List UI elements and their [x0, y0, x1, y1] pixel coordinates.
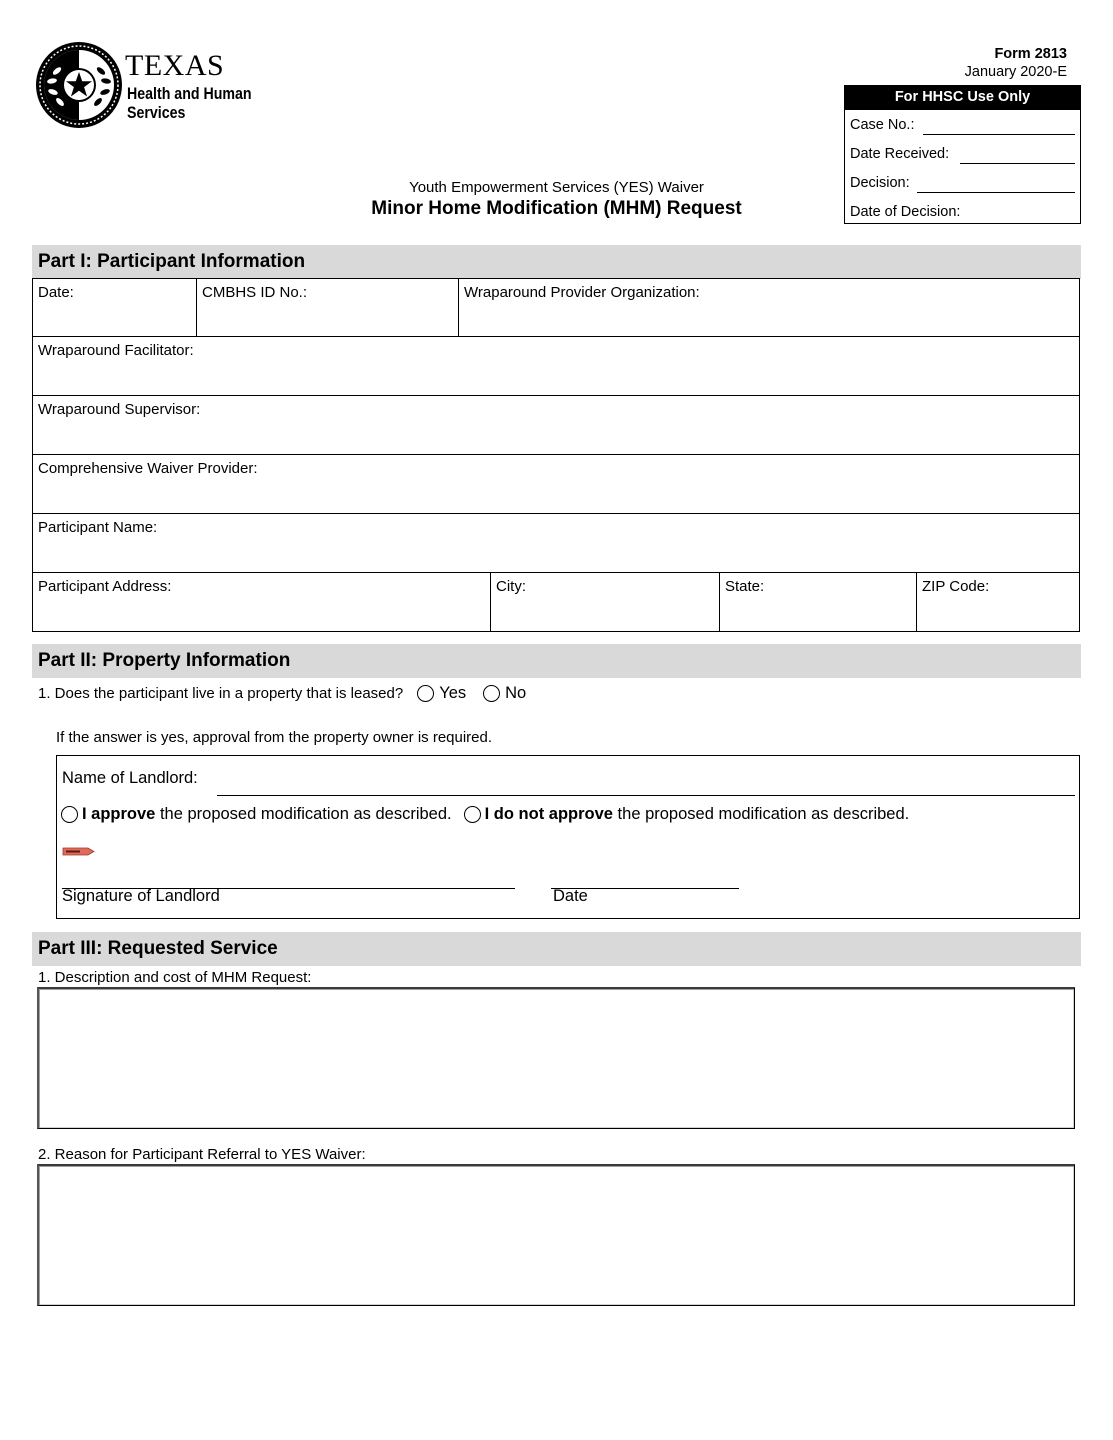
part2-heading: Part II: Property Information	[32, 644, 1081, 678]
state-field[interactable]	[720, 573, 917, 631]
landlord-date-label: Date	[553, 887, 588, 905]
hhsc-date-received-label: Date Received:	[850, 146, 950, 162]
wraparound-supervisor-field[interactable]	[33, 396, 1079, 454]
referral-reason-label: 2. Reason for Participant Referral to YES Waiver:	[38, 1146, 366, 1163]
leased-no-radio[interactable]	[483, 685, 500, 702]
wraparound-facilitator-field[interactable]	[33, 337, 1079, 395]
city-field[interactable]	[491, 573, 720, 631]
leased-yes-radio[interactable]	[417, 685, 434, 702]
not-approve-rest-text: the proposed modification as described.	[612, 805, 910, 823]
landlord-signature-label: Signature of Landlord	[62, 887, 220, 905]
leased-question-label: 1. Does the participant live in a property that is leased?	[38, 685, 404, 702]
logo-line-2: Health and Human	[127, 85, 252, 103]
leased-question	[38, 684, 526, 703]
leased-no-label: No	[505, 684, 527, 702]
wraparound-provider-org-label: Wraparound Provider Organization:	[464, 284, 700, 301]
approve-bold-text: I approve	[82, 805, 156, 823]
hhsc-heading: For HHSC Use Only	[845, 86, 1080, 110]
leased-no-option[interactable]	[483, 684, 526, 703]
not-approve-option[interactable]	[464, 805, 910, 824]
hhsc-case-no	[845, 110, 1080, 139]
form-number: Form 2813	[994, 46, 1067, 62]
wraparound-facilitator-label: Wraparound Facilitator:	[38, 342, 194, 359]
landlord-approval-options	[61, 805, 909, 824]
comprehensive-waiver-provider-field[interactable]	[33, 455, 1079, 513]
form-title: Minor Home Modification (MHM) Request	[371, 198, 742, 219]
hhsc-date-received-field[interactable]	[960, 163, 1075, 164]
not-approve-radio[interactable]	[464, 806, 481, 823]
landlord-name-field[interactable]	[217, 795, 1075, 796]
zip-code-field[interactable]	[917, 573, 1079, 631]
part1-heading: Part I: Participant Information	[32, 245, 1081, 279]
logo-agency-text	[127, 85, 252, 123]
comprehensive-waiver-provider-label: Comprehensive Waiver Provider:	[38, 460, 258, 477]
approve-rest-text: the proposed modification as described.	[155, 805, 452, 823]
approve-radio[interactable]	[61, 806, 78, 823]
approve-option[interactable]	[61, 805, 452, 824]
wraparound-supervisor-label: Wraparound Supervisor:	[38, 401, 201, 418]
hhs-logo	[35, 41, 265, 129]
participant-info-grid	[32, 278, 1080, 632]
grid-row-4	[33, 455, 1079, 514]
grid-row-5	[33, 514, 1079, 573]
grid-row-6	[33, 573, 1079, 632]
grid-row-1	[33, 278, 1079, 337]
part3-heading: Part III: Requested Service	[32, 932, 1081, 966]
logo-line-3: Services	[127, 104, 186, 122]
approve-text	[82, 805, 452, 824]
participant-address-label: Participant Address:	[38, 578, 172, 595]
description-cost-label: 1. Description and cost of MHM Request:	[38, 969, 312, 986]
sign-here-tag-icon[interactable]	[62, 847, 95, 856]
hhsc-case-no-field[interactable]	[923, 134, 1075, 135]
state-label: State:	[725, 578, 765, 595]
referral-reason-textarea[interactable]	[37, 1164, 1075, 1306]
cmbhs-id-label: CMBHS ID No.:	[202, 284, 308, 301]
participant-name-field[interactable]	[33, 514, 1079, 572]
hhsc-decision-label: Decision:	[850, 175, 910, 191]
participant-address-field[interactable]	[33, 573, 491, 631]
texas-seal-icon	[35, 41, 123, 129]
form-revision: January 2020-E	[964, 64, 1067, 80]
date-label: Date:	[38, 284, 74, 301]
hhsc-date-received	[845, 139, 1080, 168]
hhsc-case-no-label: Case No.:	[850, 117, 915, 133]
wraparound-provider-org-field[interactable]	[459, 279, 1079, 336]
date-field[interactable]	[33, 279, 197, 336]
grid-row-3	[33, 396, 1079, 455]
grid-row-2	[33, 337, 1079, 396]
leased-yes-label: Yes	[439, 684, 467, 702]
landlord-approval-box	[56, 755, 1080, 919]
hhsc-date-of-decision-label: Date of Decision:	[850, 204, 961, 220]
not-approve-bold-text: I do not approve	[484, 805, 613, 823]
description-cost-textarea[interactable]	[37, 987, 1075, 1129]
logo-texas-text: TEXAS	[125, 49, 225, 82]
cmbhs-id-field[interactable]	[197, 279, 459, 336]
zip-code-label: ZIP Code:	[922, 578, 990, 595]
form-subtitle: Youth Empowerment Services (YES) Waiver	[409, 179, 704, 196]
leased-yes-option[interactable]	[417, 684, 466, 703]
landlord-name-label: Name of Landlord:	[62, 769, 198, 787]
participant-name-label: Participant Name:	[38, 519, 158, 536]
landlord-approval-note: If the answer is yes, approval from the property owner is required.	[56, 729, 493, 746]
city-label: City:	[496, 578, 526, 595]
not-approve-text	[485, 805, 910, 824]
